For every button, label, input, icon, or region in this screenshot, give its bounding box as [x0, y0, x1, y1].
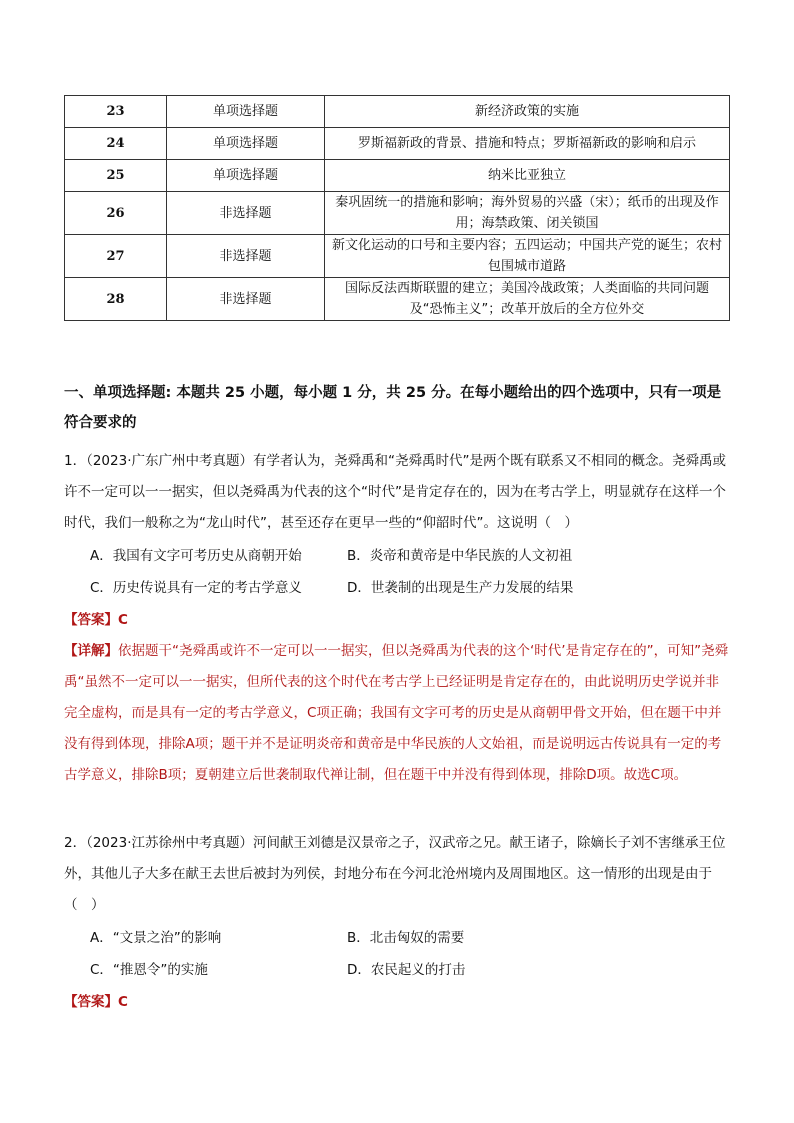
table-row — [65, 96, 730, 128]
question-number: 23 — [65, 96, 167, 128]
question-number: 25 — [65, 160, 167, 192]
knowledge-point-table — [64, 95, 730, 321]
q2-answer: 【答案】C — [64, 994, 128, 1010]
table-row — [65, 128, 730, 160]
knowledge-point: 秦巩固统一的措施和影响；海外贸易的兴盛（宋）；纸币的出现及作用；海禁政策、闭关锁国 — [325, 192, 730, 235]
question-number: 28 — [65, 278, 167, 321]
question-number: 26 — [65, 192, 167, 235]
table-row — [65, 235, 730, 278]
table-row — [65, 278, 730, 321]
q1-stem: 1．（2023·广东广州中考真题）有学者认为，尧舜禹和“尧舜禹时代”是两个既有联系又不相同的概念。尧舜禹或许不一定可以一一据实，但以尧舜禹为代表的这个“时代”是肯定存在的，因为在考古学上，明显就存在这样一个时代，我们一般称之为“龙山时代”，甚至还存在更早一些的“仰韶时代”。这说明（ ） — [64, 453, 726, 531]
q1-detail — [64, 636, 730, 791]
table-row — [65, 192, 730, 235]
q2-option-b: B．北击匈奴的需要 — [347, 930, 465, 946]
question-type: 单项选择题 — [167, 128, 325, 160]
q2-option-a: A．“文景之治”的影响 — [90, 930, 222, 946]
knowledge-point: 新文化运动的口号和主要内容；五四运动；中国共产党的诞生；农村包围城市道路 — [325, 235, 730, 278]
question-type: 非选择题 — [167, 235, 325, 278]
knowledge-point: 新经济政策的实施 — [325, 96, 730, 128]
section-heading: 一、单项选择题: 本题共 25 小题，每小题 1 分，共 25 分。在每小题给出的四个选项中，只有一项是符合要求的 — [64, 385, 722, 431]
detail-text: 依据题干“尧舜禹或许不一定可以一一据实，但以尧舜禹为代表的这个‘时代’是肯定存在的”，可知”尧舜禹“虽然不一定可以一一据实，但所代表的这个时代在考古学上已经证明是肯定存在的，由此说明历史学说并非完全虚构，而是具有一定的考古学意义，C项正确；我国有文字可考的历史是从商朝甲骨文开始，但在题干中并没有得到体现，排除A项；题干并不是证明炎帝和黄帝是中华民族的人文始祖，而是说明远古传说具有一定的考古学意义，排除B项；夏朝建立后世袭制取代禅让制，但在题干中并没有得到体现，排除D项。故选C项。 — [64, 643, 729, 783]
question-type: 非选择题 — [167, 278, 325, 321]
question-type: 单项选择题 — [167, 96, 325, 128]
detail-label: 【详解】 — [64, 643, 118, 659]
q2-option-c: C．“推恩令”的实施 — [90, 962, 208, 978]
question-number: 24 — [65, 128, 167, 160]
question-number: 27 — [65, 235, 167, 278]
knowledge-point: 罗斯福新政的背景、措施和特点；罗斯福新政的影响和启示 — [325, 128, 730, 160]
knowledge-point: 纳米比亚独立 — [325, 160, 730, 192]
q2-stem: 2．（2023·江苏徐州中考真题）河间献王刘德是汉景帝之子，汉武帝之兄。献王诸子，除嫡长子刘不害继承王位外，其他儿子大多在献王去世后被封为列侯，封地分布在今河北沧州境内及周围地区。这一情形的出现是由于（ ） — [64, 835, 726, 913]
q1-option-b: B．炎帝和黄帝是中华民族的人文初祖 — [347, 548, 573, 564]
q1-option-c: C．历史传说具有一定的考古学意义 — [90, 580, 302, 596]
question-type: 单项选择题 — [167, 160, 325, 192]
knowledge-point: 国际反法西斯联盟的建立；美国冷战政策；人类面临的共同问题及“恐怖主义”；改革开放后的全方位外交 — [325, 278, 730, 321]
question-type: 非选择题 — [167, 192, 325, 235]
q1-option-d: D．世袭制的出现是生产力发展的结果 — [347, 580, 574, 596]
q1-answer: 【答案】C — [64, 612, 128, 628]
q2-option-d: D．农民起义的打击 — [347, 962, 466, 978]
q1-option-a: A．我国有文字可考历史从商朝开始 — [90, 548, 302, 564]
table-row — [65, 160, 730, 192]
